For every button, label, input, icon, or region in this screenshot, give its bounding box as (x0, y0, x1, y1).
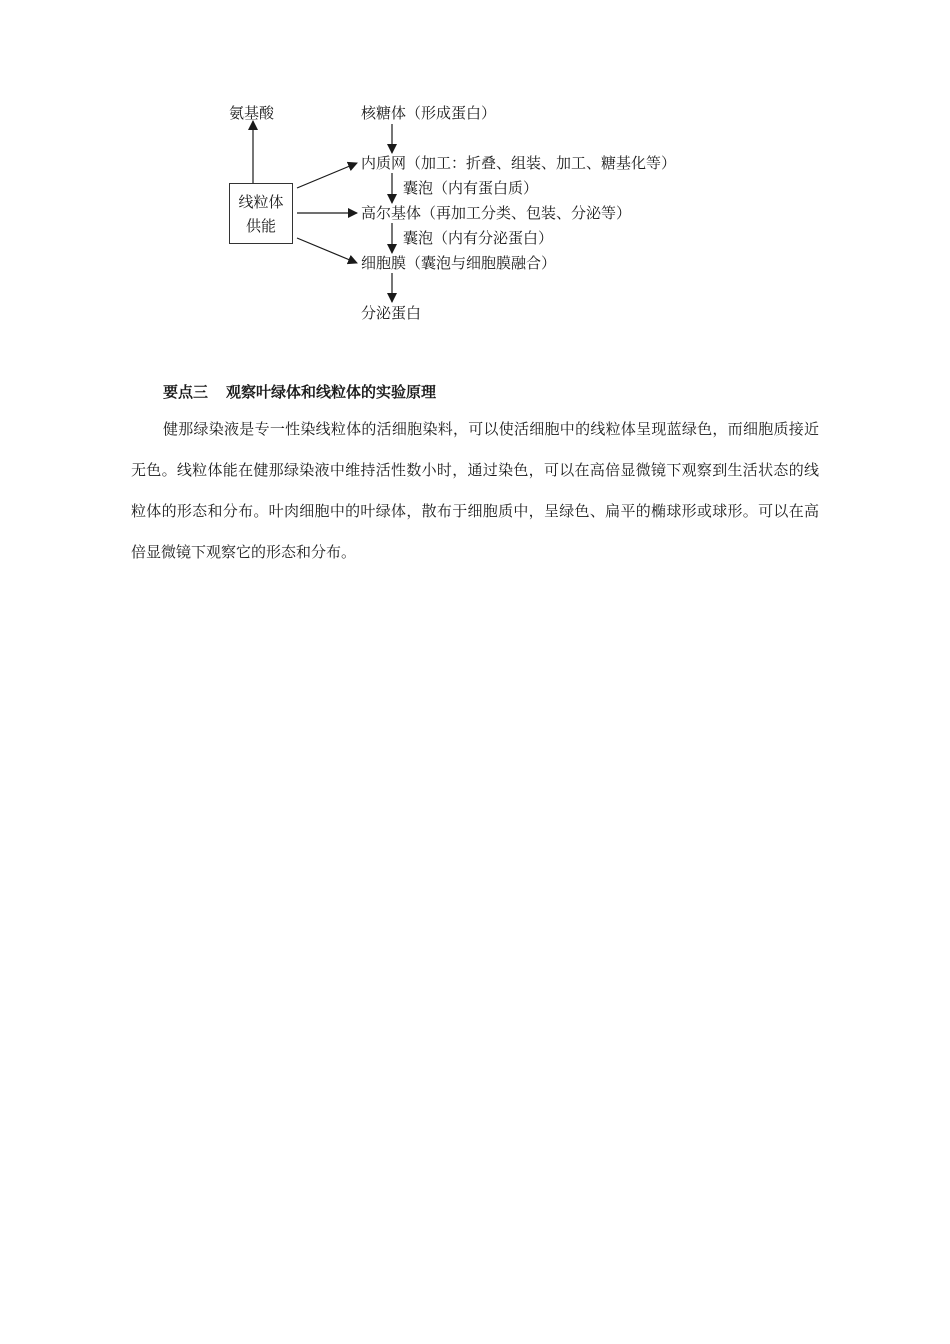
er-label: 内质网（加工：折叠、组装、加工、糖基化等） (361, 154, 677, 172)
mitochondria-energy-box (229, 183, 293, 244)
ribosome-label: 核糖体（形成蛋白） (361, 104, 497, 122)
section-paragraph: 健那绿染液是专一性染线粒体的活细胞染料，可以使活细胞中的线粒体呈现蓝绿色，而细胞质接近无色。线粒体能在健那绿染液中维持活性数小时，通过染色，可以在高倍显微镜下观察到生活状态的线粒体的形态和分布。叶肉细胞中的叶绿体，散布于细胞质中，呈绿色、扁平的椭球形或球形。可以在高倍显微镜下观察它的形态和分布。 (131, 420, 819, 561)
golgi-label: 高尔基体（再加工分类、包装、分泌等） (361, 204, 632, 222)
protein-secretion-diagram (0, 0, 950, 360)
secreted-protein-label: 分泌蛋白 (361, 304, 422, 322)
arrow-mito-to-membrane (297, 238, 357, 263)
vesicle-protein-label: 囊泡（内有蛋白质） (403, 179, 539, 197)
section-heading (163, 381, 436, 402)
vesicle-secretory-label: 囊泡（内有分泌蛋白） (403, 229, 554, 247)
section-label: 要点三 (163, 383, 209, 401)
section-title-text: 观察叶绿体和线粒体的实验原理 (226, 383, 437, 401)
arrow-mito-to-er (297, 163, 357, 188)
cell-membrane-label: 细胞膜（囊泡与细胞膜融合） (361, 254, 557, 272)
mitochondria-label: 线粒体 (238, 192, 284, 211)
amino-acid-label: 氨基酸 (229, 104, 275, 122)
energy-supply-label: 供能 (245, 216, 276, 235)
